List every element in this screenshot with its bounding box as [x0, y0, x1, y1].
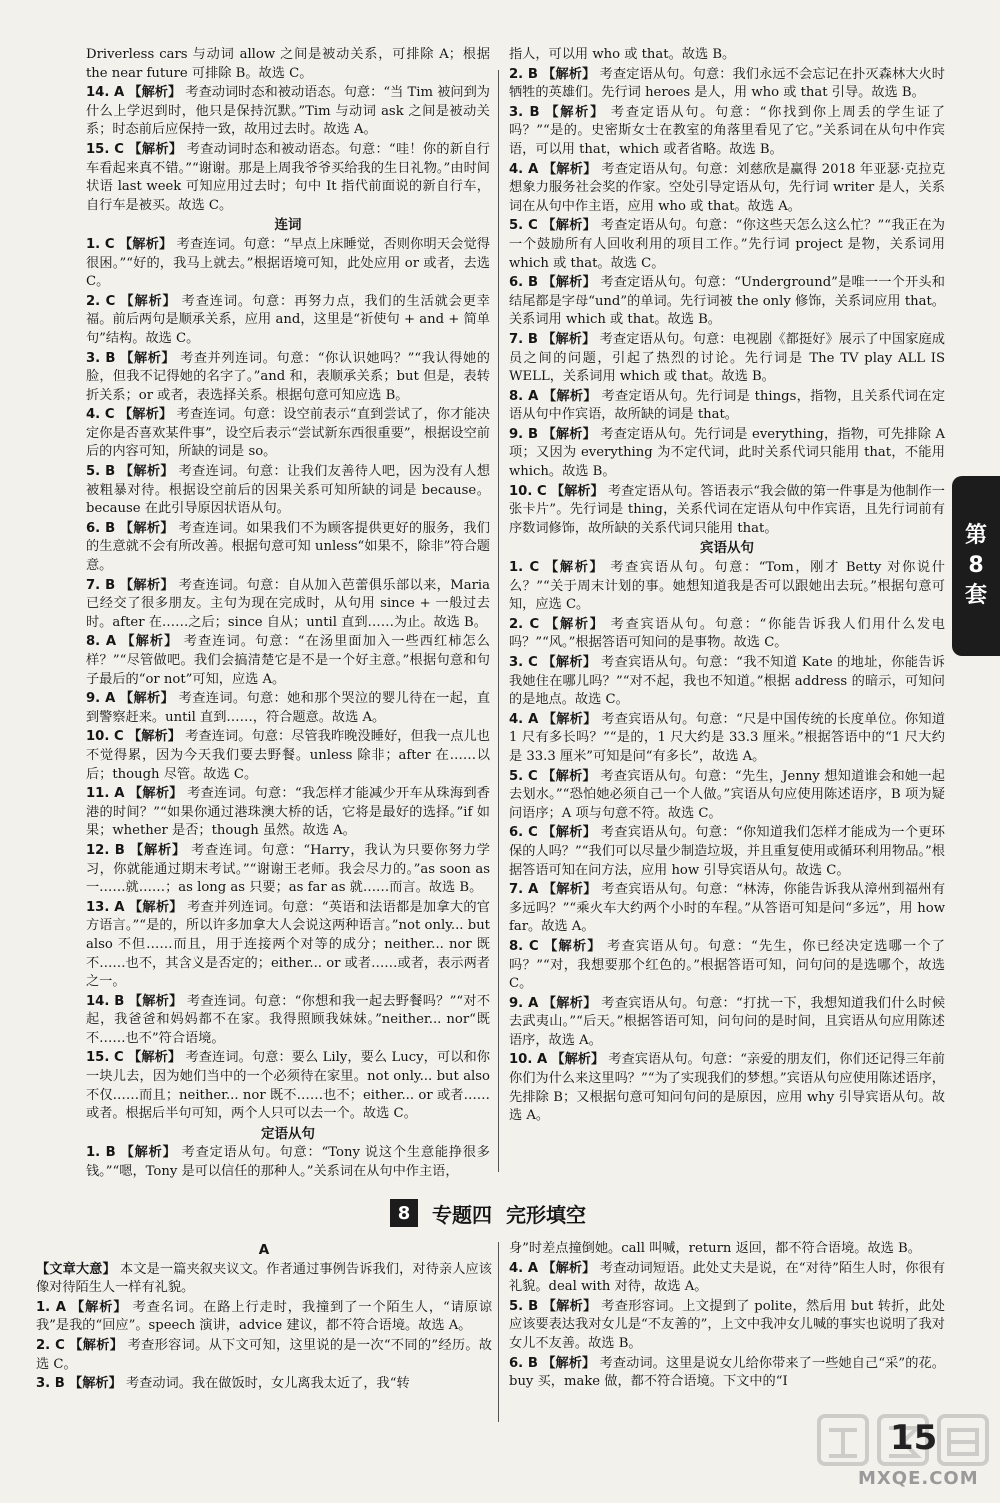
answer-number: 1. C	[86, 236, 115, 252]
answer-number: 4. A	[509, 161, 539, 177]
analysis-tag: 【解析】	[542, 1260, 596, 1276]
analysis-tag: 【解析】	[129, 842, 187, 858]
analysis-tag: 【解析】	[120, 1145, 177, 1161]
answer-item	[509, 616, 945, 653]
answer-item	[509, 66, 945, 103]
analysis-tag: 【解析】	[118, 236, 173, 252]
analysis-tag: 【解析】	[71, 1299, 128, 1315]
answer-text: 考查宾语从句。句意：“你能告诉我人们用什么发电吗？”“风。”根据答语可知问的是事物。故选 C。	[509, 616, 945, 651]
answer-item	[509, 824, 945, 880]
answer-text: 考查定语从句。句意：电视剧《都挺好》展示了中国家庭成员之间的问题，引起了热烈的讨论。先行词是 The TV play ALL IS WELL，关系词用 which 或 that。故选 B。	[509, 331, 945, 385]
set-tab-number: 8	[968, 553, 984, 578]
answer-item	[86, 84, 490, 140]
answer-number: 10. C	[86, 729, 124, 745]
answer-number: 2. B	[509, 66, 538, 82]
answer-number: 7. B	[509, 331, 538, 347]
set-tab-char-1: 第	[964, 523, 987, 548]
answer-item	[509, 217, 945, 273]
answer-number: 4. C	[86, 407, 115, 423]
analysis-tag: 【解析】	[542, 825, 597, 841]
answer-number: 5. C	[509, 218, 538, 234]
analysis-tag: 【解析】	[542, 1355, 596, 1371]
analysis-tag: 【解析】	[128, 899, 183, 915]
analysis-tag: 【解析】	[551, 1052, 605, 1068]
answer-text: 考查动词时态和被动语态。句意：“当 Tim 被问到为什么上学迟到时，他只是保持沉默。”Tim 与动词 ask 之间是被动关系；时态前后应保持一致，故用过去时。故选 A。	[86, 85, 490, 138]
analysis-tag: 【解析】	[69, 1337, 124, 1353]
answer-item	[36, 1261, 492, 1298]
answer-item	[86, 1144, 490, 1181]
answer-number: 14. B	[86, 993, 125, 1009]
subsection-heading: 定语从句	[261, 1125, 315, 1142]
analysis-tag: 【解析】	[119, 520, 174, 536]
answer-text: 考查宾语从句。句意：“你知道我们怎样才能成为一个更环保的人吗？”“我们可以尽量少制造垃圾，并且重复使用或循环利用物品。”根据答语可知在问方法，应用 how 引导宾语从句。故选 C。	[509, 825, 945, 878]
answer-text: 考查形容词。从下文可知，这里说的是一次“不同的”经历。故选 C。	[36, 1337, 492, 1372]
answer-text: 身”时差点撞倒她。call 叫喊，return 返回，都不符合语境。故选 B。	[509, 1241, 921, 1256]
answer-number: 7. A	[509, 882, 539, 898]
analysis-tag: 【解析】	[542, 218, 597, 234]
answer-number: 8. C	[509, 938, 539, 954]
subsection-heading: A	[258, 1242, 270, 1258]
answer-text: 考查连词。句意：“我怎样才能减少开车从珠海到香港的时间？”“如果你通过港珠澳大桥的话，它将是最好的选择。”if 如果；whether 是否；though 虽然。故选 A。	[86, 786, 490, 839]
left-column	[86, 46, 490, 1183]
analysis-tag: 【解析】	[542, 66, 596, 82]
analysis-tag: 【解析】	[127, 729, 181, 745]
answer-number: 2. C	[86, 293, 116, 309]
set-number-tab	[952, 476, 1000, 656]
analysis-tag: 【解析】	[542, 161, 597, 177]
answer-text: 考查动词。我在做饭时，女儿离我太近了，我“转	[126, 1376, 410, 1392]
answer-text: 考查定语从句。句意：我们永远不会忘记在扑灭森林大火时牺牲的英雄们。先行词 heroes 是人，用 who 或 that 引导。故选 B。	[509, 66, 945, 101]
answer-item	[509, 104, 945, 160]
analysis-tag: 【文章大意】	[36, 1261, 116, 1277]
section-title: 专题四	[432, 1202, 492, 1227]
analysis-tag: 【解析】	[128, 141, 183, 157]
answer-text: 考查连词。句意：再努力点，我们的生活就会更幸福。前后两句是顺承关系，应用 and，这里是“祈使句 + and + 简单句”结构。故选 C。	[86, 293, 490, 346]
answer-text: 考查宾语从句。句意：“先生，Jenny 想知道谁会和她一起去划水。”“恐怕她必须自己一个人做。”宾语从句应使用陈述语序，B 项为疑问语序；A 项与句意不符。故选 C。	[509, 768, 945, 821]
analysis-tag: 【解析】	[542, 388, 597, 404]
answer-text: 考查连词。句意：要么 Lily，要么 Lucy，可以和你一块儿去，因为她们当中的一个必须待在家里。not only... but also 不仅……而且；neither... nor 既不……也不；either... or 或者……或者。根据后半句可知，两个人只可以去一个。故选 C。	[86, 1050, 490, 1122]
analysis-tag: 【解析】	[119, 691, 175, 707]
analysis-tag: 【解析】	[542, 995, 597, 1011]
answer-text: 指人，可以用 who 或 that。故选 B。	[509, 47, 736, 62]
answer-item	[86, 899, 490, 992]
answer-item	[509, 1298, 945, 1354]
answer-text: 考查宾语从句。句意：“先生，你已经决定选哪一个了吗？”“对，我想要那个红色的。”根据答语可知，问句问的是选哪个，故选 C。	[509, 938, 945, 992]
answer-item	[86, 293, 490, 349]
answer-number: 2. C	[509, 616, 540, 632]
answer-item	[509, 388, 945, 425]
answer-item	[509, 274, 945, 330]
answer-text: 考查定语从句。句意：“你找到你上周丢的学生证了吗？”“是的。史密斯女士在教室的角落里看见了它。”关系词在从句中作宾语，可以用 that，which 或者省略。故选 B。	[509, 104, 945, 157]
answer-text: 考查宾语从句。句意：“尺是中国传统的长度单位。你知道 1 尺有多长吗？”“是的，1 尺大约是 33.3 厘米。”根据答语中的“1 尺大约是 33.3 厘米”可知是问“有多长”，故选 A。	[509, 711, 946, 764]
section-badge: 8	[390, 1199, 418, 1227]
answer-item	[509, 1355, 945, 1392]
answer-item	[509, 654, 945, 710]
answer-number: 1. C	[509, 560, 540, 576]
answer-item	[86, 842, 490, 898]
answer-number: 9. A	[509, 995, 539, 1011]
answer-item	[509, 483, 945, 539]
answer-item	[509, 768, 945, 824]
answer-text: 考查连词。句意：设空前表示“直到尝试了，你才能决定你是否喜欢某件事”，设空后表示“尝试新东西很重要”，根据设空前后的内容可知，所缺的词是 so。	[86, 407, 490, 460]
answer-text: 考查形容词。上文提到了 polite，然后用 but 转折，此处应该要表达我对女儿是“不友善的”，上文中我冲女儿喊的事实也说明了我对女儿不友善。故选 B。	[509, 1298, 945, 1351]
bottom-right-column	[509, 1240, 945, 1393]
answer-item	[509, 331, 945, 387]
answer-item	[509, 559, 945, 615]
answer-item	[86, 406, 490, 462]
answer-number: 9. A	[86, 691, 116, 707]
answer-number: 4. A	[509, 711, 539, 727]
analysis-tag: 【解析】	[542, 275, 596, 291]
answer-item	[86, 577, 490, 633]
answer-number: 4. A	[509, 1260, 539, 1276]
answer-item	[509, 46, 945, 65]
answer-text: 考查动词短语。此处丈夫是说，在“对待”陌生人时，你很有礼貌。deal with 对待，故选 A。	[509, 1260, 946, 1295]
analysis-tag: 【解析】	[550, 483, 604, 499]
analysis-tag: 【解析】	[542, 768, 596, 784]
answer-text: 考查连词。句意：“在汤里面加入一些西红柿怎么样？”“尽管做吧。我们会搞清楚它是不是一个好主意。”根据句意和句子最后的“or not”可知，应选 A。	[86, 634, 490, 687]
answer-item	[509, 881, 945, 937]
answer-number: 15. C	[86, 1050, 124, 1066]
answer-number: 12. B	[86, 842, 125, 858]
answer-text: 本文是一篇夹叙夹议文。作者通过事例告诉我们，对待亲人应该像对待陌生人一样有礼貌。	[36, 1261, 492, 1296]
answer-text: 考查定语从句。先行词是 things，指物，且关系代词在定语从句中作宾语，故所缺的词是 that。	[509, 388, 946, 423]
analysis-tag: 【解析】	[128, 786, 183, 802]
bottom-column-divider	[498, 1242, 499, 1422]
answer-number: 3. C	[509, 655, 538, 670]
answer-number: 2. C	[36, 1337, 65, 1353]
answer-number: 3. B	[36, 1376, 65, 1392]
answer-item	[86, 633, 490, 689]
answer-text: 考查连词。句意：“早点上床睡觉，否则你明天会觉得很困。”“好的，我马上就去。”根据语境可知，此处应用 or 或者，去选 C。	[86, 236, 490, 290]
bottom-left-column	[36, 1240, 492, 1395]
answer-number: 5. B	[86, 464, 116, 480]
answer-text: 考查宾语从句。句意：“打扰一下，我想知道我们什么时候去武夷山。”“后天。”根据答语可知，问句问的是时间，且宾语从句应用陈述语序，故选 A。	[509, 995, 946, 1048]
answer-number: 6. C	[509, 825, 538, 841]
answer-text: 考查连词。句意：她和那个哭泣的婴儿待在一起，直到警察赶来。until 直到……，符合题意。故选 A。	[86, 691, 491, 725]
analysis-tag: 【解析】	[542, 882, 597, 898]
column-divider	[498, 70, 499, 1172]
answer-item	[86, 1049, 490, 1123]
answer-item	[509, 426, 945, 482]
answer-item	[509, 161, 945, 217]
answer-text: 考查连词。句意：自从加入芭蕾俱乐部以来，Maria 已经交了很多朋友。主句为现在完成时，从句用 since + 一般过去时。after 在……之后；since 自从；until 直到……为止。故选 B。	[86, 577, 490, 630]
analysis-tag: 【解析】	[545, 616, 605, 632]
answer-item	[86, 520, 490, 576]
analysis-tag: 【解析】	[545, 104, 605, 120]
answer-number: 7. B	[86, 577, 116, 593]
answer-number: 3. B	[86, 350, 116, 366]
answer-number: 6. B	[86, 520, 116, 536]
analysis-tag: 【解析】	[119, 577, 175, 593]
answer-number: 6. B	[509, 1355, 538, 1371]
analysis-tag: 【解析】	[542, 426, 596, 442]
answer-item	[509, 1260, 945, 1297]
analysis-tag: 【解析】	[542, 331, 596, 347]
answer-item	[36, 1299, 492, 1336]
analysis-tag: 【解析】	[542, 655, 597, 670]
section-header	[390, 1197, 586, 1229]
answer-text: 考查定语从句。句意：“你这些天怎么这么忙？”“我正在为一个鼓励所有人回收利用的项目工作。”先行词 project 是物，关系词用 which 或 that。故选 C。	[509, 218, 945, 271]
answer-number: 13. A	[86, 899, 125, 915]
analysis-tag: 【解析】	[120, 293, 177, 309]
analysis-tag: 【解析】	[544, 938, 602, 954]
answer-number: 8. A	[86, 634, 117, 650]
answer-item	[86, 141, 490, 215]
answer-number: 10. A	[509, 1052, 548, 1068]
answer-item	[86, 993, 490, 1049]
answer-text: Driverless cars 与动词 allow 之间是被动关系，可排除 A；根据 the near future 可排除 B。故选 C。	[86, 47, 490, 81]
set-tab-char-2: 套	[964, 583, 987, 608]
answer-number: 11. A	[86, 786, 125, 802]
answer-number: 5. C	[509, 768, 538, 784]
watermark-text: MXQE.COM	[858, 1468, 979, 1489]
answer-item	[86, 236, 490, 292]
answer-text: 考查宾语从句。句意：“我不知道 Kate 的地址，你能告诉我她住在哪儿吗？”“对不起，我也不知道。”根据 address 的暗示，可知问的是地点。故选 C。	[509, 655, 945, 708]
answer-text: 考查定语从句。先行词是 everything，指物，可先排除 A 项；又因为 everything 为不定代词，此时关系代词只能用 that，不能用 which。故选 B。	[509, 426, 945, 480]
answer-text: 考查动词时态和被动语态。句意：“哇！你的新自行车看起来真不错。”“谢谢。那是上周我爷爷买给我的生日礼物。”由时间状语 last week 可知应用过去时；句中 It 指代前面说的新自行车，自行车是被买。故选 C。	[86, 141, 490, 213]
answer-item	[86, 46, 490, 83]
subsection-heading: 连词	[274, 217, 302, 234]
answer-text: 考查定语从句。答语表示“我会做的第一件事是为他制作一张卡片”。先行词是 thing，关系代词在定语从句中作宾语，且先行词前有序数词修饰，故所缺的关系代词只能用 that。	[509, 483, 945, 536]
analysis-tag: 【解析】	[119, 464, 174, 480]
answer-text: 考查并列连词。句意：“你认识她吗？”“我认得她的脸，但我不记得她的名字了。”and 和，表顺承关系；but 但是，表转折关系；or 或者，表选择关系。根据句意可知应选 B。	[86, 350, 490, 403]
analysis-tag: 【解析】	[542, 1298, 597, 1314]
analysis-tag: 【解析】	[69, 1376, 122, 1392]
answer-item	[86, 728, 490, 784]
answer-text: 考查连词。句意：尽管我昨晚没睡好，但我一点儿也不觉得累，因为今天我们要去野餐。unless 除非；after 在……以后；though 尽管。故选 C。	[86, 729, 490, 782]
answer-number: 10. C	[509, 483, 547, 499]
subsection-heading: 宾语从句	[700, 540, 754, 557]
answer-item	[36, 1375, 492, 1394]
answer-number: 5. B	[509, 1298, 539, 1314]
answer-item	[36, 1337, 492, 1374]
answer-item	[509, 938, 945, 994]
answer-text: 考查定语从句。句意：“Tony 说这个生意能挣很多钱。”“嗯，Tony 是可以信任的那种人。”关系词在从句中作主语，	[86, 1145, 490, 1180]
analysis-tag: 【解析】	[121, 634, 179, 650]
analysis-tag: 【解析】	[128, 85, 182, 101]
answer-text: 考查宾语从句。句意：“林涛，你能告诉我从漳州到福州有多远吗？”“乘火车大约两个小时的车程。”从答语可知是问“多远”，用 how far。故选 A。	[509, 882, 946, 935]
answer-item	[86, 785, 490, 841]
analysis-tag: 【解析】	[118, 407, 173, 423]
analysis-tag: 【解析】	[544, 560, 605, 576]
answer-number: 14. A	[86, 85, 125, 101]
answer-number: 6. B	[509, 275, 539, 291]
answer-number: 9. B	[509, 426, 539, 442]
right-column	[509, 46, 945, 1127]
page-number: 15	[890, 1418, 938, 1458]
analysis-tag: 【解析】	[128, 1050, 182, 1066]
analysis-tag: 【解析】	[542, 711, 597, 727]
answer-text: 考查连词。如果我们不为顾客提供更好的服务，我们的生意就不会有所改善。根据句意可知 unless“如果不，除非”符合题意。	[86, 520, 490, 574]
answer-item	[86, 350, 490, 406]
answer-text: 考查名词。在路上行走时，我撞到了一个陌生人，“请原谅我”是我的“回应”。speech 演讲，advice 建议，都不符合语境。故选 A。	[36, 1299, 493, 1334]
answer-text: 考查宾语从句。句意：“Tom，刚才 Betty 对你说什么？”“关于周末计划的事。她想知道我是否可以跟她出去玩。”根据句意可知，应选 C。	[509, 560, 945, 613]
answer-text: 考查动词。这里是说女儿给你带来了一些她自己“采”的花。buy 买，make 做，都不符合语境。下文中的“I	[509, 1355, 945, 1390]
answer-item	[86, 690, 490, 727]
answer-number: 3. B	[509, 104, 540, 120]
answer-text: 考查连词。句意：“Harry，我认为只要你努力学习，你就能通过期末考试。”“谢谢王老师。我会尽力的。”as soon as 一……就……；as long as 只要；as far as 就……而言。故选 B。	[86, 842, 490, 896]
answer-number: 15. C	[86, 141, 124, 157]
analysis-tag: 【解析】	[120, 350, 176, 366]
analysis-tag: 【解析】	[128, 993, 183, 1009]
answer-number: 8. A	[509, 388, 539, 404]
answer-text: 考查定语从句。句意：刘慈欣是赢得 2018 年亚瑟·克拉克想象力服务社会奖的作家。空处引导定语从句，先行词 writer 是人，关系词在从句中作主语，应用 who 或 that。故选 A。	[509, 161, 946, 214]
answer-item	[509, 1240, 945, 1259]
section-subtitle: 完形填空	[506, 1202, 586, 1227]
answer-item	[86, 463, 490, 519]
answer-text: 考查定语从句。句意：“Underground”是唯一一个开头和结尾都是字母“und”的单词。先行词被 the only 修饰，关系词应用 that。关系词用 which 或 that。故选 B。	[509, 275, 945, 328]
answer-item	[509, 711, 945, 767]
answer-number: 1. A	[36, 1299, 66, 1315]
answer-item	[509, 1051, 945, 1125]
answer-text: 考查并列连词。句意：“英语和法语都是加拿大的官方语言。”“是的，所以许多加拿大人会说这两种语言。”not only... but also 不但……而且，用于连接两个对等的成分；neither... nor 既不……也不，其含义是否定的；either... or 或者……或者，表示两者之一。	[86, 899, 490, 990]
answer-text: 考查宾语从句。句意：“亲爱的朋友们，你们还记得三年前你们为什么来这里吗？”“为了实现我们的梦想。”宾语从句应使用陈述语序，先排除 B；又根据句意可知问句问的是原因，应用 why 引导宾语从句。故选 A。	[509, 1052, 945, 1124]
answer-text: 考查连词。句意：让我们友善待人吧，因为没有人想被粗暴对待。根据设空前后的因果关系可知所缺的词是 because。because 在此引导原因状语从句。	[86, 464, 490, 517]
answer-text: 考查连词。句意：“你想和我一起去野餐吗？”“对不起，我爸爸和妈妈都不在家。我得照顾我妹妹。”neither... nor“既不……也不”符合语境。	[86, 993, 491, 1046]
answer-number: 1. B	[86, 1145, 116, 1161]
answer-item	[509, 995, 945, 1051]
